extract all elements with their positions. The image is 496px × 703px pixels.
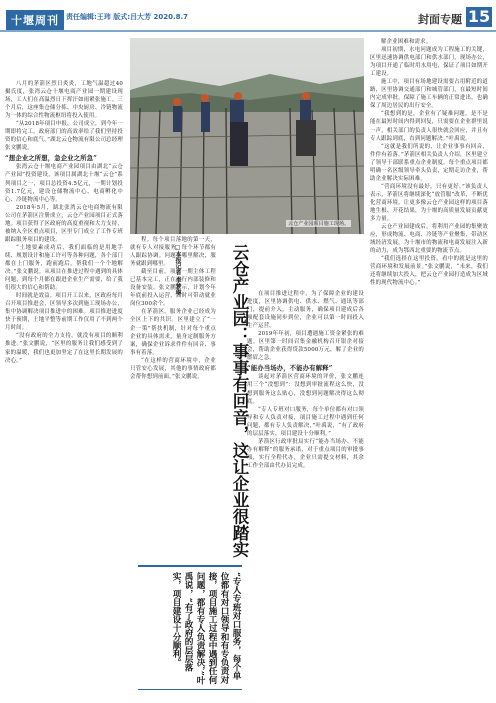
paragraph: 在项目推进过程中，为了保障企业的建设进度，区里协调供电、供水、燃气、通讯等部门，提前介入，主动服务，确保项目建成后各项配套设施同步到位，企业可以第一时间投入生产运营。 bbox=[247, 291, 364, 330]
paragraph: 在茅箭区，服务企业已经成为全区上下的共识。区里建立了“一企一策”帮扶机制，针对每个重点企业的具体需求，量身定制服务方案，确保企业诉求件件有回音、事事有着落。 bbox=[130, 309, 216, 356]
paragraph: 施工中，项目有场地建设需要占用附近的道路，区里协调交通部门和城管部门，在最短时间内完成审批，保障了施工车辆的正常进出，也确保了周边居民的出行安全。 bbox=[370, 79, 488, 110]
text-column-1 bbox=[5, 80, 123, 694]
pull-quote bbox=[138, 565, 242, 690]
text-column-3 bbox=[247, 290, 364, 694]
paragraph: 云仓产业园建成后，将利用产业园的集聚效应，形成物流、电商、冷链等产业聚集，带动区域经济发展，为十堰市的物流和电商发展注入新的动力，成为鄂西北重要的物流节点。 bbox=[370, 224, 488, 255]
headline: 云仓产业园：事事有回音，这让企业很踏实 bbox=[230, 244, 249, 558]
paragraph: “从2018年项目申报，公司成立，到今年一期即将完工，政府部门的高效率给了我们坚持投资的信心和底气。”湖北云仓物流有限公司总经理张文鹏说。 bbox=[5, 121, 123, 152]
pull-quote-text: “专人专班对口服务，每个单位都有对口领导和有专负责对接，项目施工过程中遇到任何问题，都有专人负责解决，”叶禹说，“有了政府的层层落实，项目建设十分顺利。 bbox=[171, 572, 241, 685]
page-header bbox=[0, 0, 496, 32]
section-title: 封面专题 bbox=[418, 13, 462, 26]
paragraph: “土地要素成功后，我们面临的是用地手续、规划设计和施工许可等各种问题，各个部门都在上门服务，跑前跑后，帮我们一个个地解决。”张文鹏说。从项目在推进过程中遇到的具体问题，到每个月都在跟进企业生产需要，给了我们很大的信心和帮助。 bbox=[5, 244, 123, 292]
paragraph: 时间就是效益。项目开工以来，区政府每月召开项目推进会，区领导多次到施工现场办公，集中协调解决项目推进中的困难。项目推进进度快于预期，土地平整等前期工作仅用了不到两个月时间。 bbox=[5, 293, 123, 332]
paragraph: 程。每个项目落地的第一天，就有专人对接服务，每个环节都有人跟踪协调。问题在哪里解决，服务就跟到哪里。 bbox=[130, 237, 216, 268]
page-number: 15 bbox=[467, 7, 491, 26]
paragraph: 2019年年初，项目遭遇施工资金紧张的难题。区里第一时间召集金融机构召开银企对接会，帮助企业获得贷款5000万元，解了企业的燃眉之急。 bbox=[247, 331, 364, 362]
paragraph: “这就是我们所说的，让企业事事有回音，件件有着落。”茅箭区相关负责人介绍，区里建立了领导干部联系重点企业制度，每个重点项目都明确一名区级领导牵头负责，定期走访企业，帮助企业解决实际困难。 bbox=[370, 143, 488, 182]
paper-name: 十堰周刊 bbox=[6, 10, 64, 30]
paragraph: “我们选择在这里投资，看中的就是这里的营商环境和发展前景。”张文鹏说，“未来，我们还将继续加大投入，把云仓产业园打造成为区域性的现代物流中心。” bbox=[370, 256, 488, 287]
paragraph: “没有政府的全力支持，就没有项目的顺利推进。”张文鹏说，“区里的服务让我们感受到了家的温暖，我们也更加坚定了在这里长期发展的决心。” bbox=[5, 333, 123, 364]
paragraph: “专人专班对口服务，每个单位都有对口领导和专人负责对接，项目施工过程中遇到任何问题，都有专人负责解决，”叶禹说，“有了政府的层层落实，项目建设十分顺利。” bbox=[247, 406, 364, 437]
byline: □本报记者 李梦琳 bbox=[174, 244, 181, 296]
paragraph: 谈起对茅箭区营商环境的评价，张文鹏连用三个“没想到”：没想到审批流程这么快，没想到服务这么贴心，没想到问题解决得这么彻底。 bbox=[247, 374, 364, 405]
editor-line: 责任编辑:王玮 版式:吕大芳 2020.8.7 bbox=[66, 13, 189, 21]
paragraph: 解企业困难和需求。 bbox=[381, 39, 432, 45]
paragraph: 茅箭区行政审批局实行“能办当场办、不能办有解释”的服务承诺，对于重点项目的审批事项，实行全程代办，企业只需提交材料，其余工作全部由代办员完成。 bbox=[247, 438, 364, 469]
photo-caption: 云仓产业园项目施工现场。 bbox=[288, 221, 350, 227]
paragraph: “我想到的是，企业有了疑难问题，是不是能在最短时间内得到回复，只需要在企业群里说一声，相关部门的负责人很快就会回应，并且有专人跟踪到底，直到问题解决。”叶禹说。 bbox=[370, 111, 488, 142]
construction-photo bbox=[130, 38, 364, 234]
paragraph: “营商环境没有最好，只有更好。”该负责人表示，茅箭区将继续深化“放管服”改革，不断优化营商环境，让更多像云仓产业园这样的项目落地生根、开花结果，为十堰的高质量发展贡献更多力量。 bbox=[370, 183, 488, 223]
paragraph: 八月的茅箭区烈日炎炎，工地气温超过40摄氏度，张湾云仓十堰电商产业园一期建设现场，工人们在高温烈日下挥汗如雨紧张施工。三个月后，这座集仓储分拣、中央厨房、冷链物流为一体的综合性物流枢纽将投入使用。 bbox=[5, 81, 123, 120]
subheading: “能办当场办，不能办有解释” bbox=[247, 365, 333, 373]
paragraph: 2018年5月，湖北张湾云仓电商物流有限公司在茅箭区注册成立，云仓产业园项目正式落地。项目获得了区政府的高度重视和大力支持，被纳入全区重点项目，区里专门成立了工作专班跟踪服务项目的建设。 bbox=[5, 204, 123, 243]
paragraph: 项目初期，水电问题成为工程施工的关键，区里迅速协调供电部门和供水部门，现场办公，为项目开通了临时用水用电，保证了项目如期开工建设。 bbox=[370, 47, 488, 78]
subheading: “想企业之所想，急企业之所急” bbox=[5, 155, 98, 163]
paragraph: “在这样的营商环境中，企业只管安心发展，其他的事情政府都会帮你想到前面。”张文鹏说。 bbox=[130, 357, 216, 380]
paragraph: 截至目前，项目一期主体工程已基本完工，正在进行内部装修和设备安装。张文鹏表示，计划今年年底前投入运营，届时可带动就业岗位300余个。 bbox=[130, 269, 216, 308]
text-column-4 bbox=[370, 38, 488, 694]
paragraph: 张湾云仓十堰电商产业园项目由湖北“云仓产业园”投资建设，该项目属湖北十堰“云仓”系列项目之一，项目总投资4.5亿元，一期计划投资1.7亿元，建设仓储物流中心、电商孵化中心、冷链物流中心等。 bbox=[5, 164, 123, 203]
